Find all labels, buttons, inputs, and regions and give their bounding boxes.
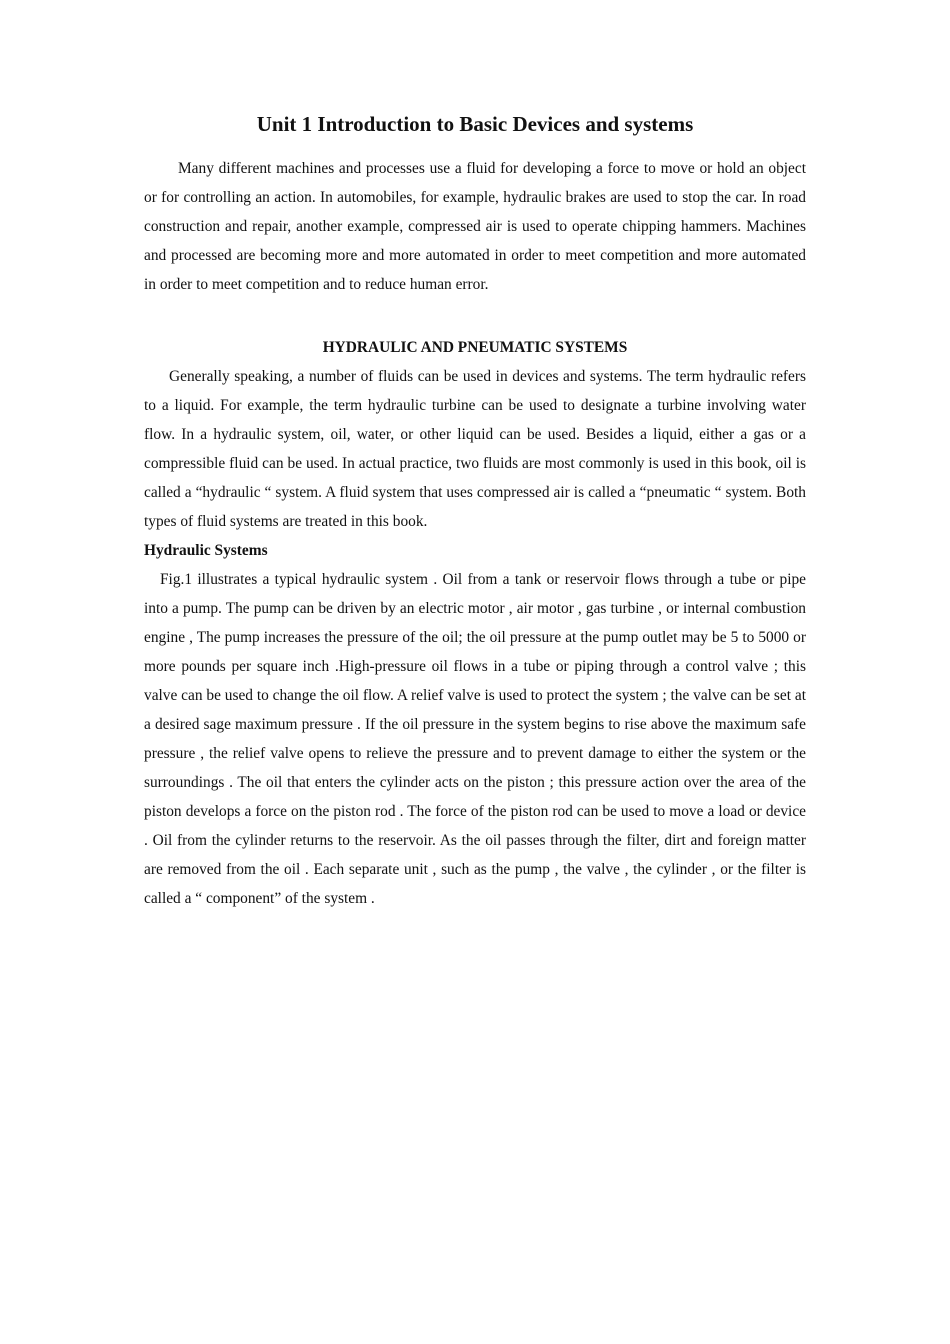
subsection-paragraph: Fig.1 illustrates a typical hydraulic system . Oil from a tank or reservoir flows through a tube or pipe into a pump. The pump can be driven by an electric motor , air motor , gas turbine , or internal combustion engine , The pump increases the pressure of the oil; the oil pressure at the pump outlet may be 5 to 5000 or more pounds per square inch .High-pressure oil flows in a tube or piping through a control valve ; this valve can be used to change the oil flow. A relief valve is used to protect the system ; the valve can be set at a desired sage maximum pressure . If the oil pressure in the system begins to rise above the maximum safe pressure , the relief valve opens to relieve the pressure and to prevent damage to either the system or the surroundings . The oil that enters the cylinder acts on the piston ; this pressure action over the area of the piston develops a force on the piston rod . The force of the piston rod can be used to move a load or device . Oil from the cylinder returns to the reservoir. As the oil passes through the filter, dirt and foreign matter are removed from the oil . Each separate unit , such as the pump , the valve , the cylinder , or the filter is called a “ component” of the system . bbox=[144, 571, 806, 907]
subsection-heading: Hydraulic Systems bbox=[144, 542, 268, 559]
page-title: Unit 1 Introduction to Basic Devices and systems bbox=[256, 112, 694, 136]
section-paragraph: Generally speaking, a number of fluids can be used in devices and systems. The term hydraulic refers to a liquid. For example, the term hydraulic turbine can be used to designate a turbine involving water flow. In a hydraulic system, oil, water, or other liquid can be used. Besides a liquid, either a gas or a compressible fluid can be used. In actual practice, two fluids are most commonly is used in this book, oil is called a “hydraulic “ system. A fluid system that uses compressed air is called a “pneumatic “ system. Both types of fluid systems are treated in this book. bbox=[144, 368, 806, 530]
document-page bbox=[144, 106, 806, 913]
section-heading: HYDRAULIC AND PNEUMATIC SYSTEMS bbox=[322, 339, 628, 356]
intro-paragraph: Many different machines and processes use a fluid for developing a force to move or hold an object or for controlling an action. In automobiles, for example, hydraulic brakes are used to stop the car. In road construction and repair, another example, compressed air is used to operate chipping hammers. Machines and processed are becoming more and more automated in order to meet competition and more automated in order to meet competition and to reduce human error. bbox=[144, 160, 806, 293]
